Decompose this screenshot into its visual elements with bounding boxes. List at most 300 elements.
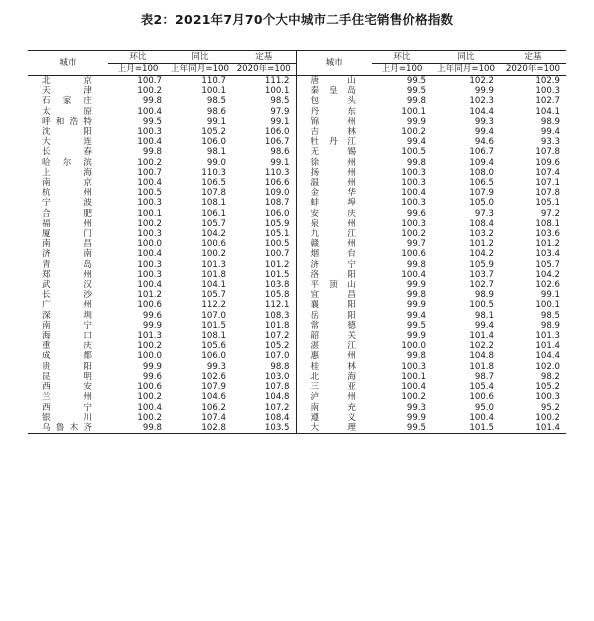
- left-base-cell: 107.2: [232, 403, 296, 413]
- left-mom-cell: 100.4: [137, 178, 162, 189]
- right-base-cell: 104.4: [535, 351, 560, 362]
- right-city-cell: 丹 东: [310, 106, 356, 117]
- left-city-cell: 昆 明: [42, 371, 92, 382]
- yoy-subheader-right: 上年同月=100: [432, 64, 500, 76]
- right-mom-cell: 100.4: [401, 188, 426, 199]
- right-city-cell: 三 亚: [310, 382, 356, 393]
- right-city-cell: 泉 州: [310, 218, 356, 229]
- right-mom-cell: 99.9: [406, 116, 426, 127]
- table-row: [28, 127, 566, 137]
- table-row: [28, 311, 566, 321]
- right-yoy-cell: 103.2: [469, 229, 494, 240]
- left-yoy-cell: 105.7: [201, 218, 226, 229]
- left-mom-cell: 99.9: [142, 361, 162, 372]
- right-city-cell: 遵 义: [310, 412, 356, 423]
- left-base-cell: 108.7: [232, 198, 296, 208]
- table-row: [28, 158, 566, 168]
- right-yoy-cell: 99.4: [474, 320, 494, 331]
- left-base-cell: 101.5: [232, 270, 296, 280]
- left-mom-cell: 100.3: [137, 229, 162, 240]
- yoy-header-right: 同比: [432, 51, 500, 64]
- left-yoy-cell: 108.1: [201, 331, 226, 342]
- right-city-cell: 扬 州: [310, 167, 356, 178]
- right-mom-cell: 99.4: [406, 137, 426, 148]
- right-base-cell: 98.2: [540, 371, 560, 382]
- left-base-cell: 101.2: [232, 260, 296, 270]
- right-city-cell: 温 州: [310, 178, 356, 189]
- right-city-cell: 韶 关: [310, 331, 356, 342]
- right-city-cell: 秦皇岛: [310, 86, 356, 97]
- right-mom-cell: 99.8: [406, 290, 426, 301]
- right-city-cell: 济 宁: [310, 259, 356, 270]
- left-yoy-cell: 108.1: [201, 198, 226, 209]
- right-yoy-cell: 104.8: [469, 351, 494, 362]
- right-mom-cell: 100.0: [401, 341, 426, 352]
- right-mom-cell: 100.6: [401, 249, 426, 260]
- left-yoy-cell: 112.2: [201, 300, 226, 311]
- right-yoy-cell: 101.2: [469, 239, 494, 250]
- right-base-cell: 105.7: [535, 259, 560, 270]
- left-city-cell: 西 安: [42, 382, 92, 393]
- right-base-cell: 102.7: [535, 96, 560, 107]
- left-mom-cell: 99.6: [142, 310, 162, 321]
- left-city-cell: 太 原: [42, 106, 92, 117]
- base-subheader-right: 2020年=100: [500, 64, 566, 76]
- left-yoy-cell: 101.8: [201, 269, 226, 280]
- right-yoy-cell: 100.6: [469, 392, 494, 403]
- left-yoy-cell: 100.1: [201, 86, 226, 97]
- left-mom-cell: 100.3: [137, 269, 162, 280]
- table-row: [28, 413, 566, 423]
- left-city-cell: 厦 门: [42, 229, 92, 240]
- left-city-cell: 北 京: [42, 76, 92, 86]
- table-row: [28, 219, 566, 229]
- left-yoy-cell: 107.0: [201, 310, 226, 321]
- left-base-cell: 99.1: [232, 117, 296, 127]
- left-city-cell: 杭 州: [42, 188, 92, 199]
- right-yoy-cell: 100.5: [469, 300, 494, 311]
- base-subheader: 2020年=100: [232, 64, 296, 76]
- right-mom-cell: 100.3: [401, 167, 426, 178]
- table-row: [28, 331, 566, 341]
- right-city-cell: 吉 林: [310, 127, 356, 138]
- left-city-cell: 兰 州: [42, 392, 92, 403]
- left-city-cell: 济 南: [42, 249, 92, 260]
- right-base-cell: 109.6: [535, 157, 560, 168]
- mom-header-right: 环比: [372, 51, 432, 64]
- table-row: [28, 351, 566, 361]
- left-mom-cell: 100.4: [137, 249, 162, 260]
- left-mom-cell: 100.2: [137, 218, 162, 229]
- left-base-cell: 107.8: [232, 382, 296, 392]
- right-base-cell: 101.4: [535, 341, 560, 352]
- right-yoy-cell: 100.4: [469, 412, 494, 423]
- right-yoy-cell: 94.6: [474, 137, 494, 148]
- left-yoy-cell: 98.5: [206, 96, 226, 107]
- right-mom-cell: 99.8: [406, 157, 426, 168]
- city-header-right: 城市: [296, 51, 372, 76]
- left-base-cell: 100.7: [232, 249, 296, 259]
- left-base-cell: 103.8: [232, 280, 296, 290]
- left-base-cell: 97.9: [232, 107, 296, 117]
- right-yoy-cell: 98.9: [474, 290, 494, 301]
- left-yoy-cell: 110.3: [201, 167, 226, 178]
- table-row: [28, 280, 566, 290]
- right-yoy-cell: 107.9: [469, 188, 494, 199]
- left-mom-cell: 100.1: [137, 208, 162, 219]
- right-yoy-cell: 108.4: [469, 218, 494, 229]
- right-mom-cell: 99.9: [406, 280, 426, 291]
- table-row: [28, 198, 566, 208]
- right-base-cell: 102.6: [535, 280, 560, 291]
- left-mom-cell: 100.6: [137, 300, 162, 311]
- right-city-cell: 烟 台: [310, 249, 356, 260]
- right-yoy-cell: 97.3: [474, 208, 494, 219]
- left-mom-cell: 99.8: [108, 423, 168, 434]
- left-yoy-cell: 101.3: [201, 259, 226, 270]
- right-base-cell: 102.0: [535, 361, 560, 372]
- table-row: [28, 300, 566, 310]
- left-mom-cell: 100.6: [137, 382, 162, 393]
- table-row: [28, 249, 566, 259]
- left-mom-cell: 100.2: [137, 157, 162, 168]
- right-base-cell: 105.1: [535, 198, 560, 209]
- table-row: [28, 188, 566, 198]
- right-mom-cell: 99.9: [406, 331, 426, 342]
- left-city-cell: 南 京: [42, 178, 92, 189]
- right-base-cell: 108.1: [535, 218, 560, 229]
- right-mom-cell: 100.2: [401, 392, 426, 403]
- right-mom-cell: 100.3: [401, 178, 426, 189]
- left-yoy-cell: 110.7: [201, 76, 226, 86]
- left-yoy-cell: 104.6: [201, 392, 226, 403]
- right-base-cell: 104.2: [535, 269, 560, 280]
- table-row: [28, 137, 566, 147]
- right-mom-cell: 99.8: [406, 259, 426, 270]
- table-row: [28, 362, 566, 372]
- right-mom-cell: 100.4: [401, 269, 426, 280]
- right-city-cell: 赣 州: [310, 239, 356, 250]
- right-mom-cell: 100.3: [401, 198, 426, 209]
- left-city-cell: 郑 州: [42, 269, 92, 280]
- left-yoy-cell: 99.0: [206, 157, 226, 168]
- right-yoy-cell: 102.2: [469, 341, 494, 352]
- left-yoy-cell: 100.2: [201, 249, 226, 260]
- right-yoy-cell: 105.4: [469, 382, 494, 393]
- left-city-cell: 宁 波: [42, 198, 92, 209]
- left-base-cell: 103.0: [232, 372, 296, 382]
- right-mom-cell: 100.4: [401, 382, 426, 393]
- right-city-cell: 牡丹江: [310, 137, 356, 148]
- left-base-cell: 105.9: [232, 219, 296, 229]
- right-base-cell: 104.1: [535, 106, 560, 117]
- right-city-cell: 襄 阳: [310, 300, 356, 311]
- left-base-cell: 108.3: [232, 311, 296, 321]
- left-yoy-cell: 102.8: [168, 423, 232, 434]
- left-base-cell: 100.1: [232, 86, 296, 96]
- right-mom-cell: 99.5: [406, 76, 426, 86]
- left-city-cell: 哈尔滨: [42, 157, 92, 168]
- left-mom-cell: 100.7: [137, 167, 162, 178]
- right-base-cell: 101.2: [535, 239, 560, 250]
- left-yoy-cell: 107.9: [201, 382, 226, 393]
- right-yoy-cell: 109.4: [469, 157, 494, 168]
- right-city-cell: 无 锡: [310, 147, 356, 158]
- left-yoy-cell: 107.8: [201, 188, 226, 199]
- right-yoy-cell: 99.4: [474, 127, 494, 138]
- left-city-cell: 青 岛: [42, 259, 92, 270]
- table-row: [28, 423, 566, 434]
- table-row: [28, 96, 566, 106]
- right-mom-cell: 99.5: [406, 320, 426, 331]
- left-base-cell: 111.2: [232, 76, 296, 87]
- table-row: [28, 321, 566, 331]
- right-base-cell: 100.1: [535, 300, 560, 311]
- left-yoy-cell: 106.1: [201, 208, 226, 219]
- left-yoy-cell: 101.5: [201, 320, 226, 331]
- right-base-cell: 93.3: [540, 137, 560, 148]
- right-yoy-cell: 103.7: [469, 269, 494, 280]
- right-yoy-cell: 95.0: [474, 402, 494, 413]
- left-mom-cell: 100.0: [137, 239, 162, 250]
- right-mom-cell: 99.7: [406, 239, 426, 250]
- left-mom-cell: 99.6: [142, 371, 162, 382]
- left-base-cell: 98.6: [232, 147, 296, 157]
- left-city-cell: 南 宁: [42, 320, 92, 331]
- right-city-cell: 蚌 埠: [310, 198, 356, 209]
- left-base-cell: 109.0: [232, 188, 296, 198]
- right-city-cell: 惠 州: [310, 351, 356, 362]
- right-base-cell: 101.3: [535, 331, 560, 342]
- right-yoy-cell: 104.2: [469, 249, 494, 260]
- left-mom-cell: 100.4: [137, 106, 162, 117]
- left-city-cell: 长 沙: [42, 290, 92, 301]
- right-mom-cell: 99.4: [406, 310, 426, 321]
- right-base-cell: 100.3: [535, 86, 560, 97]
- right-yoy-cell: 102.3: [469, 96, 494, 107]
- right-mom-cell: 99.8: [406, 351, 426, 362]
- left-mom-cell: 100.5: [137, 188, 162, 199]
- left-base-cell: 98.5: [232, 96, 296, 106]
- left-city-cell: 广 州: [42, 300, 92, 311]
- left-mom-cell: 99.8: [142, 147, 162, 158]
- left-city-cell: 银 川: [42, 412, 92, 423]
- left-base-cell: 110.3: [232, 168, 296, 178]
- right-city-cell: 唐 山: [310, 76, 356, 86]
- left-mom-cell: 100.3: [137, 259, 162, 270]
- left-base-cell: 106.0: [232, 127, 296, 137]
- right-base-cell: 103.6: [535, 229, 560, 240]
- left-base-cell: 107.0: [232, 351, 296, 361]
- right-yoy-cell: 106.5: [469, 178, 494, 189]
- left-mom-cell: 100.4: [137, 402, 162, 413]
- left-base-cell: 108.4: [232, 413, 296, 423]
- right-base-cell: 107.1: [535, 178, 560, 189]
- left-mom-cell: 99.9: [142, 320, 162, 331]
- right-yoy-cell: 104.4: [469, 106, 494, 117]
- page-title: 表2：2021年7月70个大中城市二手住宅销售价格指数: [140, 12, 454, 27]
- right-city-cell: 桂 林: [310, 361, 356, 372]
- right-yoy-cell: 98.7: [474, 371, 494, 382]
- right-city-cell: 北 海: [310, 371, 356, 382]
- left-yoy-cell: 98.6: [206, 106, 226, 117]
- right-base-cell: 101.4: [500, 423, 566, 434]
- right-mom-cell: 99.5: [372, 423, 432, 434]
- left-base-cell: 105.2: [232, 341, 296, 351]
- city-header: 城市: [28, 51, 108, 76]
- right-base-cell: 100.3: [535, 392, 560, 403]
- left-city-cell: 西 宁: [42, 402, 92, 413]
- mom-subheader-right: 上月=100: [372, 64, 432, 76]
- right-city-cell: 九 江: [310, 229, 356, 240]
- left-mom-cell: 100.0: [137, 351, 162, 362]
- left-base-cell: 101.8: [232, 321, 296, 331]
- left-mom-cell: 100.2: [137, 86, 162, 97]
- left-city-cell: 上 海: [42, 167, 92, 178]
- right-yoy-cell: 102.7: [469, 280, 494, 291]
- right-base-cell: 99.1: [540, 290, 560, 301]
- left-city-cell: 合 肥: [42, 208, 92, 219]
- left-yoy-cell: 100.6: [201, 239, 226, 250]
- table-row: [28, 229, 566, 239]
- left-city-cell: 成 都: [42, 351, 92, 362]
- table-row: [28, 117, 566, 127]
- left-city-cell: 乌鲁木齐: [28, 423, 108, 434]
- right-mom-cell: 100.1: [401, 371, 426, 382]
- right-yoy-cell: 106.7: [469, 147, 494, 158]
- left-yoy-cell: 104.1: [201, 280, 226, 291]
- table-row: [28, 107, 566, 117]
- right-mom-cell: 100.2: [401, 127, 426, 138]
- right-mom-cell: 99.3: [406, 402, 426, 413]
- table-body: [28, 76, 566, 434]
- right-city-cell: 洛 阳: [310, 269, 356, 280]
- left-mom-cell: 100.2: [137, 392, 162, 403]
- right-city-cell: 常 德: [310, 320, 356, 331]
- right-base-cell: 100.2: [535, 412, 560, 423]
- right-mom-cell: 99.5: [406, 86, 426, 97]
- table-row: [28, 270, 566, 280]
- right-base-cell: 95.2: [540, 402, 560, 413]
- right-mom-cell: 99.9: [406, 412, 426, 423]
- left-mom-cell: 100.7: [137, 76, 162, 86]
- table-row: [28, 147, 566, 157]
- left-city-cell: 深 圳: [42, 310, 92, 321]
- right-city-cell: 锦 州: [310, 116, 356, 127]
- left-mom-cell: 100.4: [137, 137, 162, 148]
- left-city-cell: 大 连: [42, 137, 92, 148]
- left-city-cell: 海 口: [42, 331, 92, 342]
- left-city-cell: 石家庄: [42, 96, 92, 107]
- right-base-cell: 107.8: [535, 147, 560, 158]
- table-row: [28, 392, 566, 402]
- left-base-cell: 99.1: [232, 158, 296, 168]
- base-header: 定基: [232, 51, 296, 64]
- left-mom-cell: 100.2: [137, 412, 162, 423]
- right-base-cell: 105.2: [535, 382, 560, 393]
- left-city-cell: 南 昌: [42, 239, 92, 250]
- mom-header: 环比: [108, 51, 168, 64]
- left-yoy-cell: 107.4: [201, 412, 226, 423]
- right-yoy-cell: 102.2: [469, 76, 494, 86]
- right-yoy-cell: 108.0: [469, 167, 494, 178]
- base-header-right: 定基: [500, 51, 566, 64]
- left-city-cell: 福 州: [42, 218, 92, 229]
- right-city-cell: 宜 昌: [310, 290, 356, 301]
- left-yoy-cell: 99.1: [206, 116, 226, 127]
- left-base-cell: 100.5: [232, 239, 296, 249]
- right-city-cell: 安 庆: [310, 208, 356, 219]
- table-row: [28, 382, 566, 392]
- right-city-cell: 平顶山: [310, 280, 356, 291]
- left-mom-cell: 100.2: [137, 341, 162, 352]
- table-row: [28, 86, 566, 96]
- table-row: [28, 403, 566, 413]
- left-base-cell: 103.5: [232, 423, 296, 434]
- right-mom-cell: 100.1: [401, 106, 426, 117]
- right-city-cell: 包 头: [310, 96, 356, 107]
- right-city-cell: 泸 州: [310, 392, 356, 403]
- left-base-cell: 106.7: [232, 137, 296, 147]
- table-row: [28, 290, 566, 300]
- right-city-cell: 金 华: [310, 188, 356, 199]
- yoy-subheader: 上年同月=100: [168, 64, 232, 76]
- left-yoy-cell: 105.7: [201, 290, 226, 301]
- right-mom-cell: 99.8: [406, 96, 426, 107]
- table-row: [28, 341, 566, 351]
- left-base-cell: 105.8: [232, 290, 296, 300]
- left-yoy-cell: 99.3: [206, 361, 226, 372]
- table-row: [28, 209, 566, 219]
- table-row: [28, 178, 566, 188]
- table-row: [28, 239, 566, 249]
- left-base-cell: 106.0: [232, 209, 296, 219]
- left-city-cell: 沈 阳: [42, 127, 92, 138]
- right-base-cell: 107.4: [535, 167, 560, 178]
- left-yoy-cell: 106.5: [201, 178, 226, 189]
- table-row: [28, 168, 566, 178]
- left-base-cell: 105.1: [232, 229, 296, 239]
- right-yoy-cell: 99.3: [474, 116, 494, 127]
- left-city-cell: 武 汉: [42, 280, 92, 291]
- right-yoy-cell: 98.1: [474, 310, 494, 321]
- left-mom-cell: 100.3: [137, 198, 162, 209]
- right-yoy-cell: 105.9: [469, 259, 494, 270]
- left-mom-cell: 100.4: [137, 280, 162, 291]
- right-yoy-cell: 101.4: [469, 331, 494, 342]
- right-yoy-cell: 99.9: [474, 86, 494, 97]
- right-mom-cell: 99.6: [406, 208, 426, 219]
- table-row: [28, 76, 566, 87]
- table-row: [28, 372, 566, 382]
- right-yoy-cell: 101.5: [432, 423, 500, 434]
- left-mom-cell: 101.2: [137, 290, 162, 301]
- left-mom-cell: 99.8: [142, 96, 162, 107]
- right-city-cell: 徐 州: [310, 157, 356, 168]
- left-city-cell: 天 津: [42, 86, 92, 97]
- left-yoy-cell: 106.0: [201, 351, 226, 362]
- left-yoy-cell: 98.1: [206, 147, 226, 158]
- right-base-cell: 103.4: [535, 249, 560, 260]
- right-base-cell: 98.9: [540, 116, 560, 127]
- left-city-cell: 贵 阳: [42, 361, 92, 372]
- right-mom-cell: 100.3: [401, 361, 426, 372]
- left-city-cell: 重 庆: [42, 341, 92, 352]
- right-base-cell: 107.8: [535, 188, 560, 199]
- left-yoy-cell: 105.2: [201, 127, 226, 138]
- yoy-header: 同比: [168, 51, 232, 64]
- left-yoy-cell: 105.6: [201, 341, 226, 352]
